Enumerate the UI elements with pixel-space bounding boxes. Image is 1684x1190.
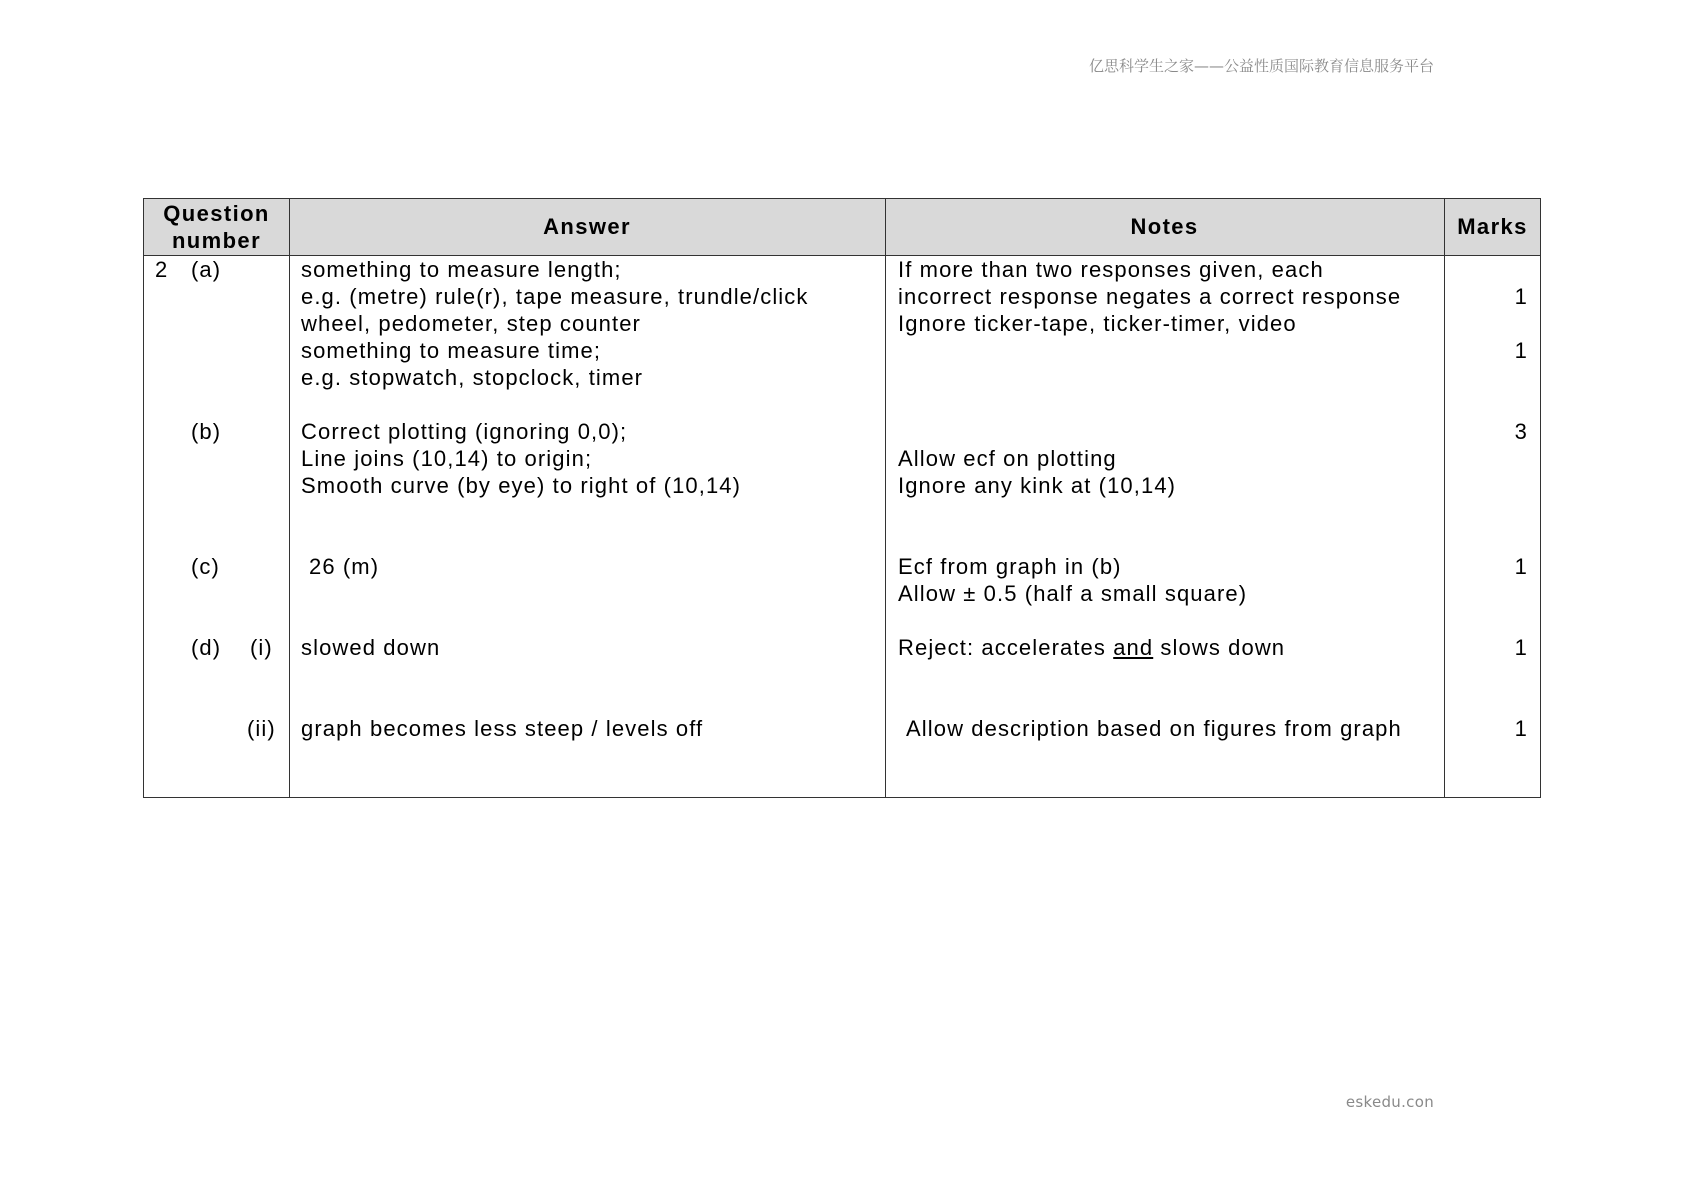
notes-line: incorrect response negates a correct response	[898, 284, 1402, 309]
header-question-number	[144, 200, 289, 254]
marks-value: 3	[1514, 419, 1528, 444]
marks-value: 1	[1514, 554, 1528, 579]
part-b-label: (b)	[191, 419, 222, 444]
column-divider	[885, 199, 886, 797]
header-marks: Marks	[1457, 214, 1528, 239]
part-d-ii-label: (ii)	[247, 716, 276, 741]
notes-text: Reject: accelerates	[898, 635, 1114, 660]
notes-line	[898, 634, 1285, 661]
notes-line: Allow ± 0.5 (half a small square)	[898, 581, 1248, 606]
marks-value: 1	[1514, 284, 1528, 309]
part-a-label: (a)	[191, 257, 222, 282]
answer-line: Line joins (10,14) to origin;	[301, 446, 593, 471]
answer-line: slowed down	[301, 635, 441, 660]
answer-line: e.g. (metre) rule(r), tape measure, trundle/click	[301, 284, 809, 309]
column-divider	[289, 199, 290, 797]
marks-value: 1	[1514, 635, 1528, 660]
question-number: 2	[155, 257, 169, 282]
notes-line: Ignore ticker-tape, ticker-timer, video	[898, 311, 1297, 336]
answer-line: Smooth curve (by eye) to right of (10,14)	[301, 473, 742, 498]
answer-line: Correct plotting (ignoring 0,0);	[301, 419, 628, 444]
answer-line: something to measure length;	[301, 257, 622, 282]
answer-line: e.g. stopwatch, stopclock, timer	[301, 365, 644, 390]
header-question-line2: number	[171, 228, 262, 253]
notes-text: slows down	[1153, 635, 1286, 660]
marks-value: 1	[1514, 338, 1528, 363]
notes-line: Ecf from graph in (b)	[898, 554, 1122, 579]
answer-line: 26 (m)	[309, 554, 380, 579]
part-d-label: (d)	[191, 635, 222, 660]
part-c-label: (c)	[191, 554, 220, 579]
header-site-text: 亿思科学生之家——公益性质国际教育信息服务平台	[1088, 57, 1434, 75]
answer-line: wheel, pedometer, step counter	[301, 311, 641, 336]
notes-line: Allow ecf on plotting	[898, 446, 1117, 471]
header-question-line1: Question	[163, 201, 270, 226]
part-d-i-label: (i)	[250, 635, 273, 660]
notes-line: Allow description based on figures from graph	[906, 716, 1402, 741]
marks-value: 1	[1514, 716, 1528, 741]
header-answer: Answer	[543, 214, 631, 239]
header-notes: Notes	[1130, 214, 1199, 239]
footer-site-text: eskedu.con	[1345, 1093, 1434, 1111]
mark-scheme-table	[143, 198, 1541, 798]
notes-line: If more than two responses given, each	[898, 257, 1324, 282]
notes-line: Ignore any kink at (10,14)	[898, 473, 1177, 498]
notes-underlined-text: and	[1113, 635, 1154, 660]
answer-line: graph becomes less steep / levels off	[301, 716, 704, 741]
column-divider	[1444, 199, 1445, 797]
answer-line: something to measure time;	[301, 338, 602, 363]
